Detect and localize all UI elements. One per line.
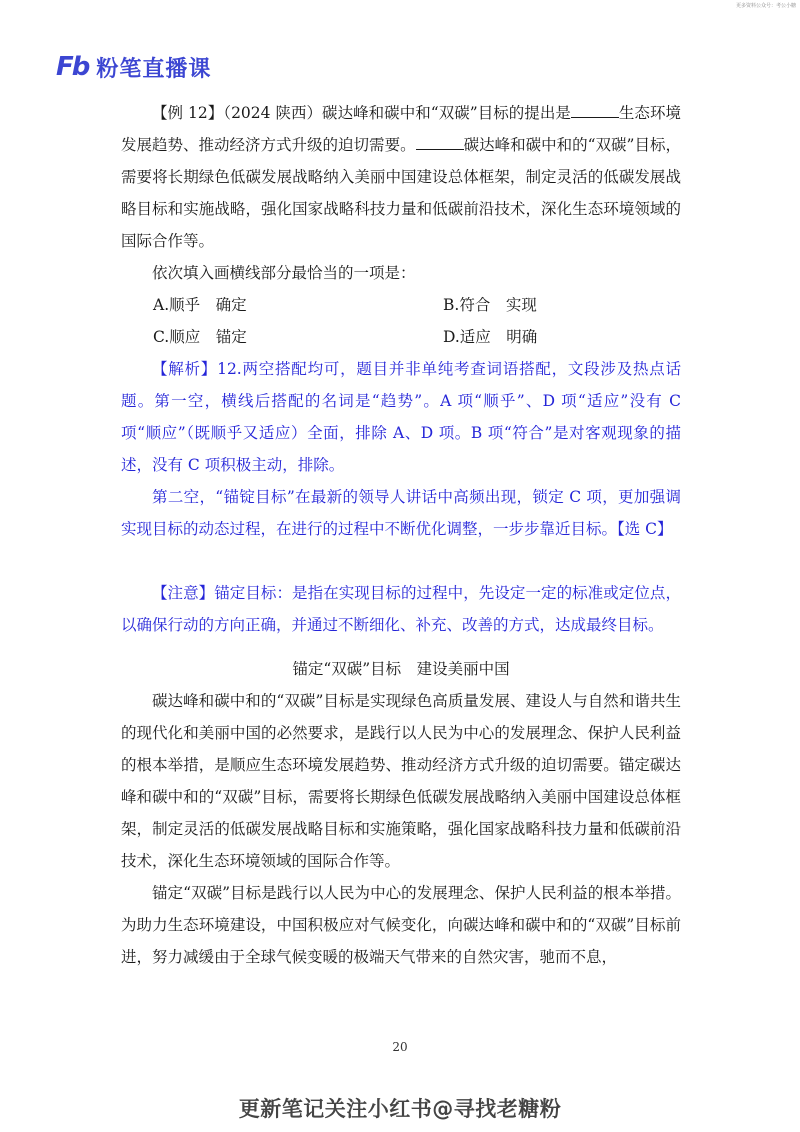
document-body [121, 97, 681, 973]
page-number: 20 [392, 1040, 408, 1054]
footer-watermark: 更新笔记关注小红书@寻找老糖粉 [238, 1097, 562, 1121]
question-stem [121, 97, 681, 257]
blank-1 [571, 101, 619, 118]
analysis-paragraph-2: 第二空，“锚锭目标”在最新的领导人讲话中高频出现，锁定 C 项，更加强调实现目标的动态过程，在进行的过程中不断优化调整，一步步靠近目标。【选 C】 [121, 488, 681, 538]
question-text-1: 【例 12】（2024 陕西）碳达峰和碳中和“双碳”目标的提出是 [152, 104, 571, 122]
spacer [121, 545, 681, 577]
note-paragraph: 【注意】锚定目标：是指在实现目标的过程中，先设定一定的标准或定位点，以确保行动的方向正确，并通过不断细化、补充、改善的方式，达成最终目标。 [121, 584, 681, 634]
option-d: D.适应 明确 [443, 328, 538, 346]
analysis-paragraph-1: 【解析】12.两空搭配均可，题目并非单纯考查词语搭配，文段涉及热点话题。第一空，横线后搭配的名词是“趋势”。A 项“顺乎”、D 项“适应”没有 C 项“顺应”（既顺乎又适应）全面，排除 A、D 项。B 项“符合”是对客观现象的描述，没有 C 项积极主动，排除。 [121, 360, 681, 474]
option-b: B.符合 实现 [443, 296, 537, 314]
question-text-2: 生态环境发展趋势、推动经济方式升级的迫切需要。 [121, 104, 681, 154]
article-paragraph-1: 碳达峰和碳中和的“双碳”目标是实现绿色高质量发展、建设人与自然和谐共生的现代化和美丽中国的必然要求，是践行以人民为中心的发展理念、保护人民利益的根本举措，是顺应生态环境发展趋势、推动经济方式升级的迫切需要。锚定碳达峰和碳中和的“双碳”目标，需要将长期绿色低碳发展战略纳入美丽中国建设总体框架，制定灵活的低碳发展战略目标和实施策略，强化国家战略科技力量和低碳前沿技术，深化生态环境领域的国际合作等。 [121, 692, 681, 870]
logo-brand: 粉笔直播课 [96, 56, 212, 82]
options-grid [121, 289, 681, 353]
option-a: A.顺乎 确定 [153, 296, 247, 314]
logo [56, 52, 211, 82]
option-c: C.顺应 锚定 [153, 328, 247, 346]
logo-mark: Fb [56, 52, 89, 82]
article-title: 锚定“双碳”目标 建设美丽中国 [292, 660, 510, 678]
top-note: 更多资料公众号：考公小糖 [735, 3, 796, 9]
question-prompt: 依次填入画横线部分最恰当的一项是： [152, 264, 416, 282]
blank-2 [416, 133, 464, 150]
question-text-3: 碳达峰和碳中和的“双碳”目标，需要将长期绿色低碳发展战略纳入美丽中国建设总体框架，制定灵活的低碳发展战略目标和实施战略，强化国家战略科技力量和低碳前沿技术，深化生态环境领域的国际合作等。 [121, 136, 681, 250]
article-paragraph-2: 锚定“双碳”目标是践行以人民为中心的发展理念、保护人民利益的根本举措。为助力生态环境建设，中国积极应对气候变化，向碳达峰和碳中和的“双碳”目标前进，努力减缓由于全球气候变暖的极端天气带来的自然灾害，驰而不息， [121, 884, 681, 966]
